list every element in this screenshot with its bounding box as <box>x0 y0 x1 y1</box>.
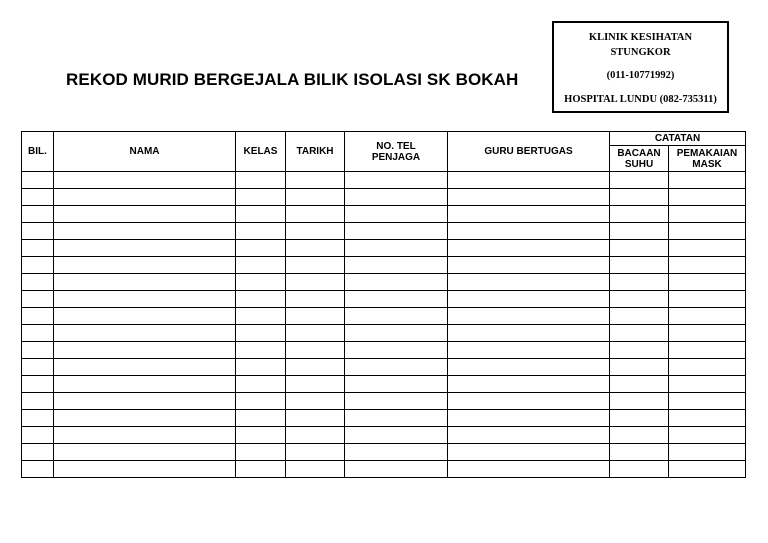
table-cell[interactable] <box>236 444 286 461</box>
table-cell[interactable] <box>286 223 345 240</box>
table-cell[interactable] <box>54 274 236 291</box>
header-bil: BIL. <box>22 132 54 172</box>
table-cell[interactable] <box>345 274 448 291</box>
table-cell[interactable] <box>236 376 286 393</box>
header-nama: NAMA <box>54 132 236 172</box>
table-row <box>22 172 746 189</box>
table-cell[interactable] <box>345 308 448 325</box>
table-cell[interactable] <box>610 291 669 308</box>
table-cell[interactable] <box>610 308 669 325</box>
table-cell[interactable] <box>610 240 669 257</box>
table-cell[interactable] <box>22 393 54 410</box>
contact-clinic-location: STUNGKOR <box>610 47 671 58</box>
table-cell[interactable] <box>669 393 746 410</box>
table-cell[interactable] <box>669 308 746 325</box>
table-cell[interactable] <box>610 427 669 444</box>
table-cell[interactable] <box>669 461 746 478</box>
table-cell[interactable] <box>236 274 286 291</box>
table-cell[interactable] <box>54 461 236 478</box>
table-cell[interactable] <box>448 291 610 308</box>
table-cell[interactable] <box>22 189 54 206</box>
table-cell[interactable] <box>448 325 610 342</box>
table-row <box>22 427 746 444</box>
table-cell[interactable] <box>236 223 286 240</box>
table-cell[interactable] <box>610 376 669 393</box>
table-cell[interactable] <box>286 274 345 291</box>
table-row <box>22 240 746 257</box>
table-cell[interactable] <box>54 410 236 427</box>
table-cell[interactable] <box>54 291 236 308</box>
table-cell[interactable] <box>610 461 669 478</box>
table-cell[interactable] <box>669 342 746 359</box>
table-cell[interactable] <box>286 291 345 308</box>
table-row <box>22 461 746 478</box>
table-cell[interactable] <box>448 359 610 376</box>
table-row <box>22 189 746 206</box>
table-cell[interactable] <box>54 257 236 274</box>
table-cell[interactable] <box>22 308 54 325</box>
table-cell[interactable] <box>669 257 746 274</box>
header-bacaan-suhu: BACAAN SUHU <box>610 146 669 172</box>
table-cell[interactable] <box>345 223 448 240</box>
header-no-tel: NO. TEL PENJAGA <box>345 132 448 172</box>
table-cell[interactable] <box>286 461 345 478</box>
table-cell[interactable] <box>448 342 610 359</box>
table-row <box>22 410 746 427</box>
table-cell[interactable] <box>448 172 610 189</box>
table-cell[interactable] <box>236 189 286 206</box>
table-cell[interactable] <box>448 376 610 393</box>
table-cell[interactable] <box>448 240 610 257</box>
table-cell[interactable] <box>669 240 746 257</box>
table-cell[interactable] <box>54 325 236 342</box>
table-cell[interactable] <box>236 291 286 308</box>
table-cell[interactable] <box>54 376 236 393</box>
table-cell[interactable] <box>54 240 236 257</box>
table-cell[interactable] <box>669 206 746 223</box>
table-cell[interactable] <box>54 308 236 325</box>
table-cell[interactable] <box>286 410 345 427</box>
contact-box <box>552 21 729 113</box>
table-row <box>22 376 746 393</box>
table-cell[interactable] <box>610 393 669 410</box>
table-cell[interactable] <box>286 257 345 274</box>
table-cell[interactable] <box>22 376 54 393</box>
table-cell[interactable] <box>610 274 669 291</box>
table-body <box>22 172 746 478</box>
table-cell[interactable] <box>345 393 448 410</box>
table-cell[interactable] <box>22 223 54 240</box>
table-cell[interactable] <box>448 461 610 478</box>
header-guru-bertugas: GURU BERTUGAS <box>448 132 610 172</box>
table-cell[interactable] <box>54 427 236 444</box>
table-row <box>22 206 746 223</box>
table-cell[interactable] <box>236 393 286 410</box>
table-cell[interactable] <box>236 325 286 342</box>
header-tarikh: TARIKH <box>286 132 345 172</box>
table-cell[interactable] <box>345 172 448 189</box>
table-cell[interactable] <box>236 410 286 427</box>
table-cell[interactable] <box>448 206 610 223</box>
table-cell[interactable] <box>669 291 746 308</box>
table-cell[interactable] <box>610 410 669 427</box>
table-cell[interactable] <box>448 274 610 291</box>
table-cell[interactable] <box>345 410 448 427</box>
form-title: REKOD MURID BERGEJALA BILIK ISOLASI SK BOKAH <box>66 70 519 89</box>
table-cell[interactable] <box>54 359 236 376</box>
table-cell[interactable] <box>345 257 448 274</box>
table-cell[interactable] <box>345 342 448 359</box>
header-pemakaian-mask: PEMAKAIAN MASK <box>669 146 746 172</box>
table-cell[interactable] <box>669 359 746 376</box>
table-cell[interactable] <box>286 376 345 393</box>
table-cell[interactable] <box>286 206 345 223</box>
table-cell[interactable] <box>22 342 54 359</box>
table-cell[interactable] <box>345 461 448 478</box>
table-cell[interactable] <box>610 325 669 342</box>
table-cell[interactable] <box>669 274 746 291</box>
header-catatan: CATATAN <box>610 132 746 146</box>
table-row <box>22 342 746 359</box>
table-cell[interactable] <box>286 427 345 444</box>
table-cell[interactable] <box>669 410 746 427</box>
table-cell[interactable] <box>22 427 54 444</box>
table-cell[interactable] <box>448 427 610 444</box>
table-cell[interactable] <box>610 257 669 274</box>
table-cell[interactable] <box>22 359 54 376</box>
table-cell[interactable] <box>610 444 669 461</box>
table-cell[interactable] <box>54 189 236 206</box>
table-cell[interactable] <box>610 223 669 240</box>
table-cell[interactable] <box>286 308 345 325</box>
table-cell[interactable] <box>345 325 448 342</box>
table-cell[interactable] <box>345 206 448 223</box>
table-cell[interactable] <box>22 240 54 257</box>
table-cell[interactable] <box>236 359 286 376</box>
table-cell[interactable] <box>669 376 746 393</box>
table-cell[interactable] <box>610 206 669 223</box>
table-row <box>22 444 746 461</box>
table-cell[interactable] <box>669 172 746 189</box>
table-cell[interactable] <box>236 308 286 325</box>
table-cell[interactable] <box>448 308 610 325</box>
table-cell[interactable] <box>236 461 286 478</box>
table-cell[interactable] <box>22 206 54 223</box>
table-cell[interactable] <box>286 393 345 410</box>
table-row <box>22 359 746 376</box>
contact-hospital: HOSPITAL LUNDU (082-735311) <box>564 94 717 105</box>
table-cell[interactable] <box>22 291 54 308</box>
table-row <box>22 291 746 308</box>
table-cell[interactable] <box>22 274 54 291</box>
table-cell[interactable] <box>345 444 448 461</box>
table-cell[interactable] <box>448 410 610 427</box>
table-cell[interactable] <box>286 325 345 342</box>
table-cell[interactable] <box>286 240 345 257</box>
table-cell[interactable] <box>610 172 669 189</box>
table-cell[interactable] <box>345 359 448 376</box>
table-cell[interactable] <box>236 427 286 444</box>
contact-clinic-name: KLINIK KESIHATAN <box>588 32 693 43</box>
table-row <box>22 274 746 291</box>
table-cell[interactable] <box>236 172 286 189</box>
table-cell[interactable] <box>54 206 236 223</box>
table-cell[interactable] <box>345 291 448 308</box>
table-cell[interactable] <box>286 444 345 461</box>
table-cell[interactable] <box>669 189 746 206</box>
table-cell[interactable] <box>54 172 236 189</box>
table-row <box>22 393 746 410</box>
table-cell[interactable] <box>236 240 286 257</box>
table-cell[interactable] <box>286 359 345 376</box>
table-cell[interactable] <box>22 172 54 189</box>
table-cell[interactable] <box>345 189 448 206</box>
table-cell[interactable] <box>610 359 669 376</box>
table-row <box>22 223 746 240</box>
table-cell[interactable] <box>22 461 54 478</box>
table-cell[interactable] <box>54 393 236 410</box>
table-cell[interactable] <box>236 342 286 359</box>
table-cell[interactable] <box>610 342 669 359</box>
table-cell[interactable] <box>22 325 54 342</box>
table-cell[interactable] <box>286 189 345 206</box>
table-cell[interactable] <box>286 342 345 359</box>
isolation-record-table <box>21 131 746 478</box>
table-cell[interactable] <box>669 325 746 342</box>
table-cell[interactable] <box>54 223 236 240</box>
table-cell[interactable] <box>448 393 610 410</box>
table-row <box>22 257 746 274</box>
table-cell[interactable] <box>286 172 345 189</box>
contact-clinic-phone: (011-10771992) <box>606 70 675 81</box>
table-cell[interactable] <box>345 240 448 257</box>
table-cell[interactable] <box>22 444 54 461</box>
table-cell[interactable] <box>22 410 54 427</box>
table-cell[interactable] <box>669 444 746 461</box>
table-cell[interactable] <box>54 444 236 461</box>
table-cell[interactable] <box>22 257 54 274</box>
table-cell[interactable] <box>610 189 669 206</box>
table-cell[interactable] <box>236 257 286 274</box>
table-cell[interactable] <box>448 189 610 206</box>
table-cell[interactable] <box>345 376 448 393</box>
table-cell[interactable] <box>448 444 610 461</box>
table-cell[interactable] <box>669 223 746 240</box>
table-cell[interactable] <box>448 223 610 240</box>
table-cell[interactable] <box>54 342 236 359</box>
header-kelas: KELAS <box>236 132 286 172</box>
table-cell[interactable] <box>669 427 746 444</box>
table-cell[interactable] <box>345 427 448 444</box>
table-row <box>22 325 746 342</box>
table-row <box>22 308 746 325</box>
table-cell[interactable] <box>448 257 610 274</box>
table-cell[interactable] <box>236 206 286 223</box>
